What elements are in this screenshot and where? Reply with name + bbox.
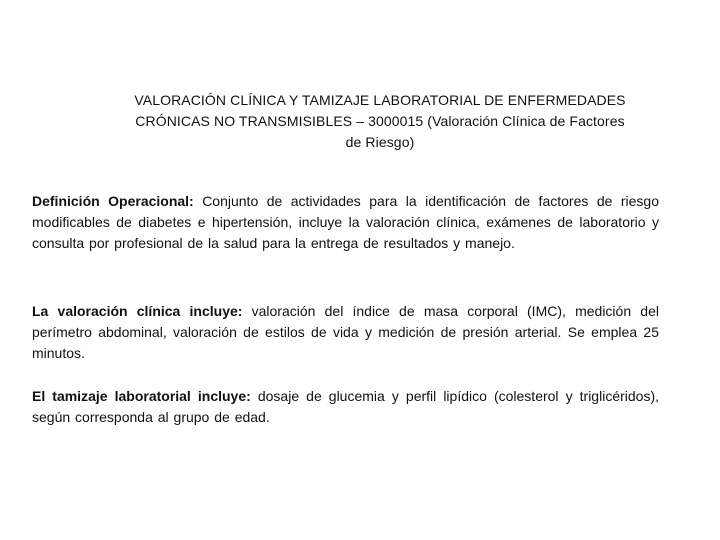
page-title bbox=[90, 90, 670, 153]
title-line-3: de Riesgo) bbox=[345, 134, 415, 150]
paragraph-valoracion-clinica bbox=[32, 301, 659, 364]
title-line-1: VALORACIÓN CLÍNICA Y TAMIZAJE LABORATORIAL DE ENFERMEDADES bbox=[134, 92, 626, 108]
paragraph-definicion-operacional bbox=[32, 191, 659, 254]
paragraph-label: Definición Operacional: bbox=[32, 193, 194, 209]
paragraph-label: La valoración clínica incluye: bbox=[32, 303, 243, 319]
paragraph-label: El tamizaje laboratorial incluye: bbox=[32, 388, 251, 404]
paragraph-text: valoración del índice de masa corporal (IMC), medición del perímetro abdominal, valoración de estilos de vida y medición de presión arterial. Se emplea 25 minutos. bbox=[32, 303, 659, 361]
paragraph-text: Conjunto de actividades para la identificación de factores de riesgo modificables de diabetes e hipertensión, incluye la valoración clínica, exámenes de laboratorio y consulta por profesional de la salud para la entrega de resultados y manejo. bbox=[32, 193, 659, 251]
paragraph-text: dosaje de glucemia y perfil lipídico (colesterol y triglicéridos), según corresponda al grupo de edad. bbox=[32, 388, 660, 425]
title-line-2: CRÓNICAS NO TRANSMISIBLES – 3000015 (Valoración Clínica de Factores bbox=[135, 113, 625, 129]
paragraph-tamizaje-laboratorial bbox=[32, 386, 659, 428]
